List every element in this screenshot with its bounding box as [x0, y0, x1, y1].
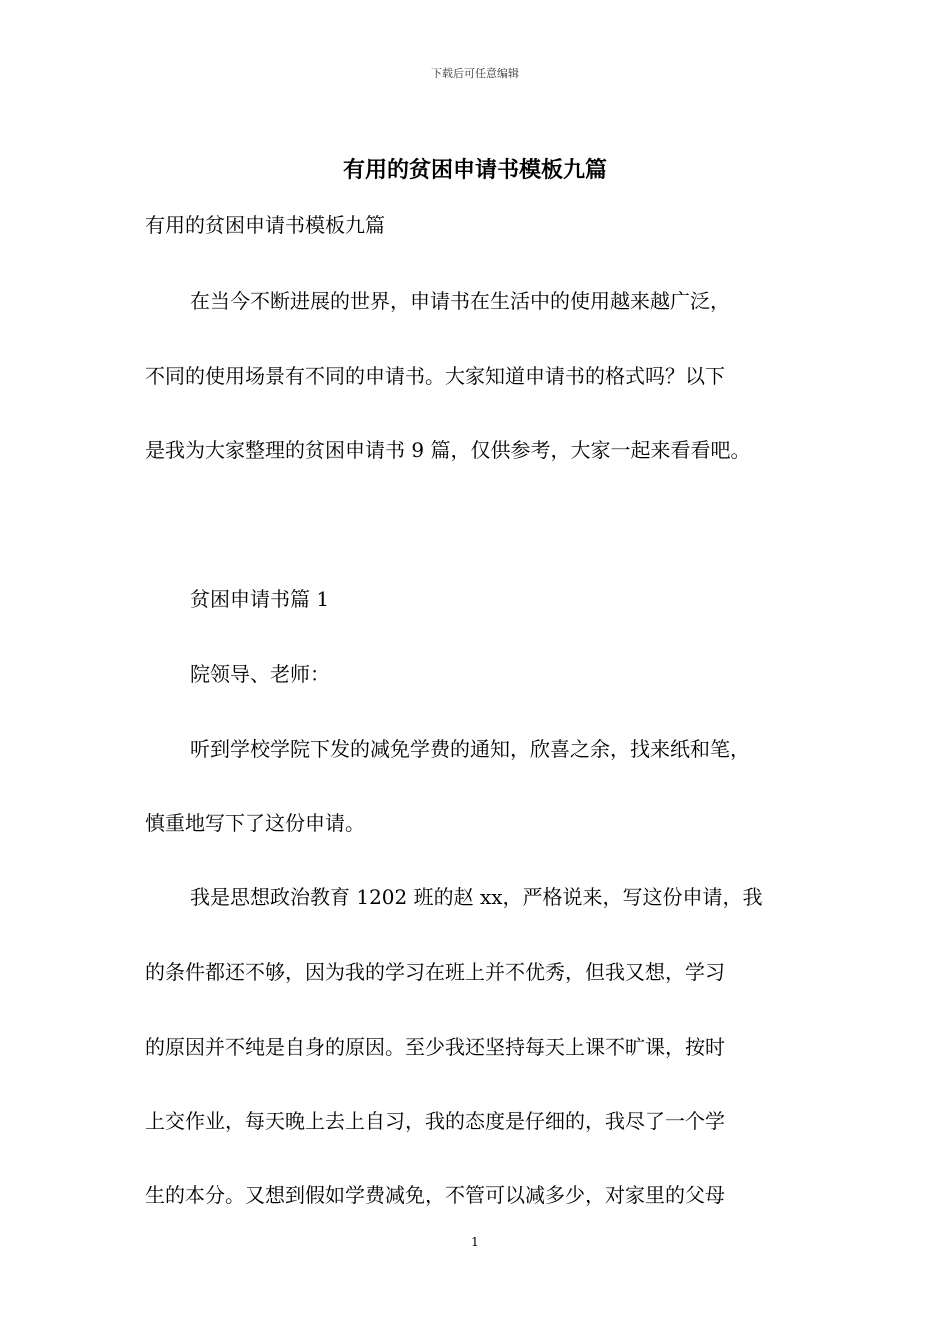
document-title: 有用的贫困申请书模板九篇 — [342, 157, 607, 183]
paragraph-line: 听到学校学院下发的减免学费的通知，欣喜之余，找来纸和笔， — [190, 737, 750, 761]
intro-line: 是我为大家整理的贫困申请书 9 篇，仅供参考，大家一起来看看吧。 — [145, 438, 751, 462]
header-note: 下载后可任意编辑 — [431, 67, 519, 80]
document-subtitle: 有用的贫困申请书模板九篇 — [145, 213, 385, 237]
intro-line: 在当今不断进展的世界，申请书在生活中的使用越来越广泛， — [190, 289, 730, 313]
paragraph-line: 上交作业，每天晚上去上自习，我的态度是仔细的，我尽了一个学 — [145, 1109, 725, 1133]
section-heading: 贫困申请书篇 1 — [190, 587, 330, 611]
page-number: 1 — [471, 1235, 479, 1249]
intro-line: 不同的使用场景有不同的申请书。大家知道申请书的格式吗？以下 — [145, 364, 725, 388]
paragraph-line: 的原因并不纯是自身的原因。至少我还坚持每天上课不旷课，按时 — [145, 1035, 725, 1059]
paragraph-line: 慎重地写下了这份申请。 — [145, 811, 365, 835]
paragraph-line: 生的本分。又想到假如学费减免，不管可以减多少，对家里的父母 — [145, 1183, 725, 1207]
paragraph-line: 我是思想政治教育 1202 班的赵 xx，严格说来，写这份申请，我 — [190, 885, 763, 909]
salutation: 院领导、老师： — [190, 662, 330, 686]
paragraph-line: 的条件都还不够，因为我的学习在班上并不优秀，但我又想，学习 — [145, 960, 725, 984]
